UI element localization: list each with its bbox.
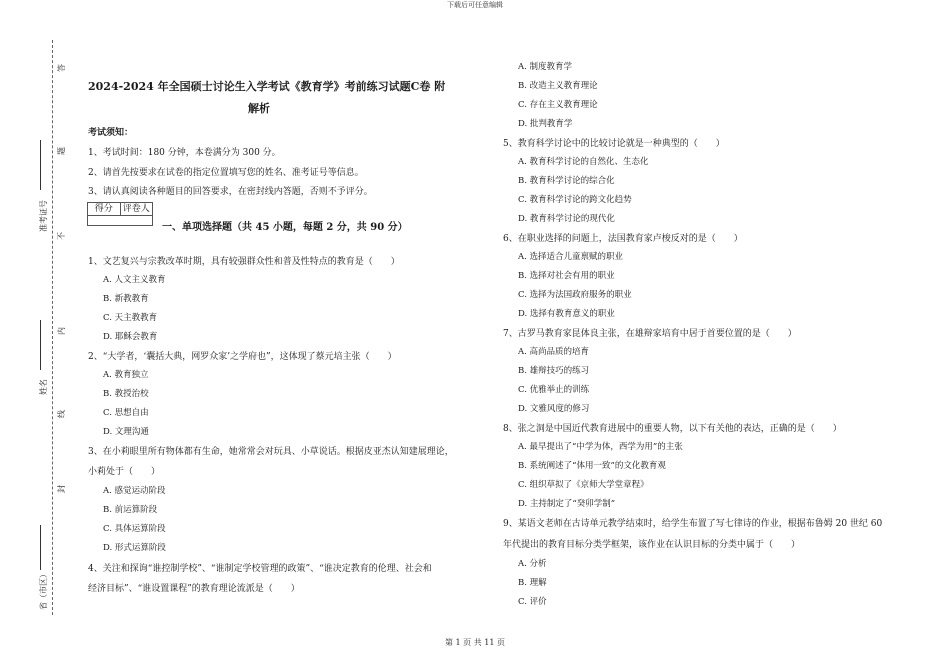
option: D. 耶稣会教育 bbox=[103, 332, 158, 342]
option: C. 存在主义教育理论 bbox=[518, 100, 598, 110]
notice-heading: 考试须知： bbox=[88, 128, 134, 138]
province-blank bbox=[40, 525, 41, 570]
option: B. 新教教育 bbox=[103, 294, 149, 304]
margin-dash-line: 线 bbox=[57, 410, 66, 418]
option: C. 组织草拟了《京师大学堂章程》 bbox=[518, 480, 649, 490]
option: A. 最早提出了“中学为体，西学为用”的主张 bbox=[518, 442, 683, 452]
margin-label-exam-id: 准考证号 bbox=[39, 200, 48, 232]
option: B. 雄辩技巧的练习 bbox=[518, 366, 590, 376]
page-footer: 第 1 页 共 11 页 bbox=[445, 638, 505, 647]
option: C. 思想自由 bbox=[103, 408, 149, 418]
option: B. 理解 bbox=[518, 578, 547, 588]
notice-item: 1、考试时间：180 分钟，本卷满分为 300 分。 bbox=[88, 148, 281, 158]
option: B. 选择对社会有用的职业 bbox=[518, 271, 615, 281]
margin-dash-answer: 答 bbox=[57, 64, 66, 72]
margin-label-province: 省（市区） bbox=[39, 570, 48, 610]
doc-title-line2: 解析 bbox=[248, 102, 270, 115]
doc-title-line1: 2024-2024 年全国硕士讨论生入学考试《教育学》考前练习试题C卷 附 bbox=[88, 80, 446, 93]
option: A. 感觉运动阶段 bbox=[103, 486, 166, 496]
option: B. 前运算阶段 bbox=[103, 505, 158, 515]
question-3: 3、在小莉眼里所有物体都有生命，她常常会对玩具、小草说话。根据皮亚杰认知建展理论， bbox=[88, 447, 454, 457]
option: C. 选择为法国政府服务的职业 bbox=[518, 290, 632, 300]
option: A. 教育科学讨论的自然化、生态化 bbox=[518, 157, 649, 167]
question-9: 9、某语文老师在古诗单元教学结束时，给学生布置了写七律诗的作业，根据布鲁姆 20 世纪 60 bbox=[503, 519, 883, 529]
option: C. 具体运算阶段 bbox=[103, 524, 166, 534]
question-3-cont: 小莉处于（ ） bbox=[88, 467, 161, 477]
question-8: 8、张之洞是中国近代教育进展中的重要人物，以下有关他的表达，正确的是（ ） bbox=[503, 424, 842, 434]
question-6: 6、在职业选择的问题上，法国教育家卢梭反对的是（ ） bbox=[503, 234, 743, 244]
question-1: 1、文艺复兴与宗教改革时期，具有较强群众性和普及性特点的教育是（ ） bbox=[88, 257, 400, 267]
option: A. 高尚品质的培育 bbox=[518, 347, 590, 357]
option: A. 制度教育学 bbox=[518, 62, 573, 72]
question-4-cont: 经济目标”、“谁设置课程”的教育理论流派是（ ） bbox=[88, 584, 300, 594]
option: D. 主持制定了“癸卯学制” bbox=[518, 499, 616, 509]
option: D. 形式运算阶段 bbox=[103, 543, 166, 553]
score-col-score: 得分 bbox=[88, 203, 121, 216]
option: C. 教育科学讨论的跨文化趋势 bbox=[518, 195, 632, 205]
option: D. 文雅风度的修习 bbox=[518, 404, 590, 414]
section-heading: 一、单项选择题（共 45 小题，每题 2 分，共 90 分） bbox=[162, 222, 408, 233]
option: C. 优雅举止的训练 bbox=[518, 385, 590, 395]
option: A. 人文主义教育 bbox=[103, 275, 166, 285]
score-col-grader: 评卷人 bbox=[121, 203, 153, 216]
question-5: 5、教育科学讨论中的比较讨论就是一种典型的（ ） bbox=[503, 139, 725, 149]
option: A. 教育独立 bbox=[103, 370, 149, 380]
margin-dash-question: 题 bbox=[57, 147, 66, 155]
score-table bbox=[87, 202, 153, 226]
option: C. 评价 bbox=[518, 597, 547, 607]
option: D. 教育科学讨论的现代化 bbox=[518, 214, 615, 224]
option: D. 文理沟通 bbox=[103, 427, 149, 437]
option: A. 分析 bbox=[518, 559, 547, 569]
option: B. 改造主义教育理论 bbox=[518, 81, 598, 91]
option: A. 选择适合儿童禀赋的职业 bbox=[518, 252, 624, 262]
header-note: 下载后可任意编辑 bbox=[447, 1, 503, 9]
option: D. 批判教育学 bbox=[518, 119, 573, 129]
exam-id-blank bbox=[40, 140, 41, 190]
question-7: 7、古罗马教育家昆体良主张，在雄辩家培育中居于首要位置的是（ ） bbox=[503, 329, 797, 339]
option: B. 教育科学讨论的综合化 bbox=[518, 176, 615, 186]
binding-line bbox=[52, 40, 53, 615]
notice-item: 2、请首先按要求在试卷的指定位置填写您的姓名、准考证号等信息。 bbox=[88, 168, 364, 178]
margin-dash-seal: 封 bbox=[57, 485, 66, 493]
option: B. 系统阐述了“体用一致”的文化教育观 bbox=[518, 461, 666, 471]
notice-item: 3、请认真阅读各种题目的回答要求，在密封线内答题，否则不予评分。 bbox=[88, 187, 373, 197]
margin-dash-not: 不 bbox=[57, 232, 66, 240]
name-blank bbox=[40, 320, 41, 370]
question-2: 2、“大学者，‘囊括大典，网罗众家’之学府也”，这体现了蔡元培主张（ ） bbox=[88, 352, 397, 362]
option: D. 选择有教育意义的职业 bbox=[518, 309, 615, 319]
option: C. 天主教教育 bbox=[103, 313, 158, 323]
option: B. 教授治校 bbox=[103, 389, 149, 399]
margin-dash-inside: 内 bbox=[57, 327, 66, 335]
margin-label-name: 姓名 bbox=[39, 379, 48, 395]
question-4: 4、关注和探询“谁控制学校”、“谁制定学校管理的政策”、“谁决定教育的伦理、社会和 bbox=[88, 564, 432, 574]
question-9-cont: 年代提出的教育目标分类学框架，该作业在认识目标的分类中属于（ ） bbox=[503, 540, 801, 550]
